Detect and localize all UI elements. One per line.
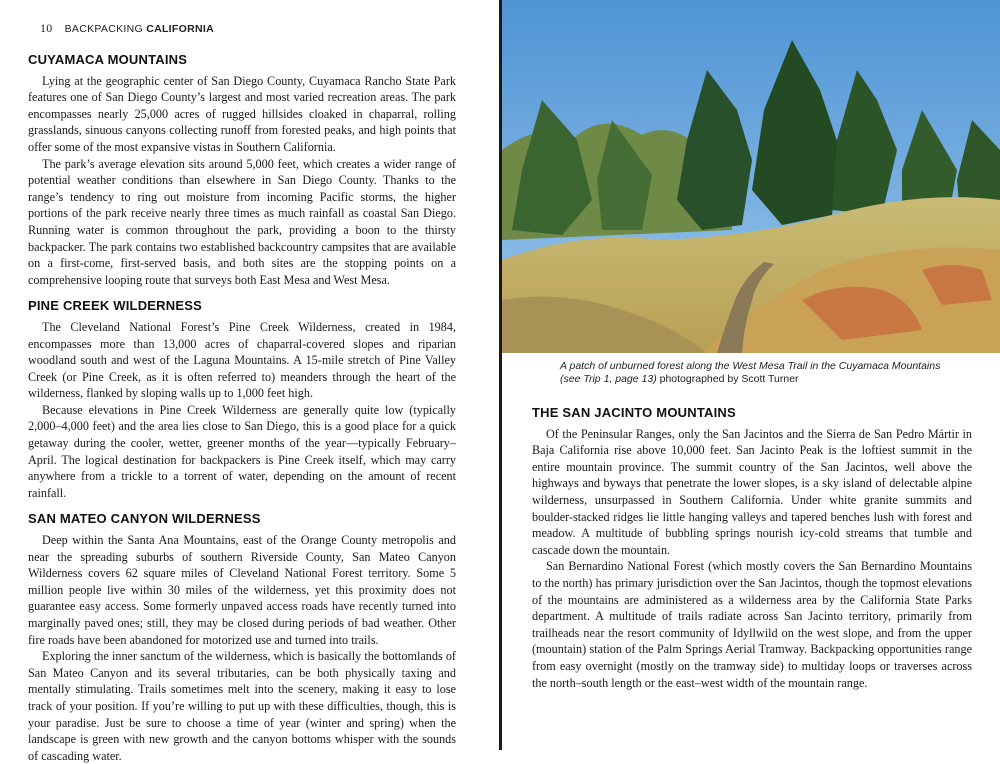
section-pine-creek <box>28 298 456 501</box>
running-head <box>40 21 214 36</box>
section-title: SAN MATEO CANYON WILDERNESS <box>28 511 261 527</box>
left-page <box>0 0 499 763</box>
paragraph: The Cleveland National Forest’s Pine Creek Wilderness, created in 1984, encompasses more than 13,000 acres of chaparral-covered slopes and riparian woodland south and west of the Laguna Mountains. A 15-mile stretch of Pine Valley Creek (or Pine Creek, as it is often referred to) meanders through the heart of the wilderness, flanked by sloping walls up to 1,000 feet high. <box>28 319 456 401</box>
book-title <box>65 23 214 35</box>
section-san-jacinto <box>532 405 972 691</box>
paragraph: San Bernardino National Forest (which mostly covers the San Bernardino Mountains to the north) has primary jurisdiction over the San Jacintos, though the topmost elevations of the mountains are administered as a wilderness area by the California State Parks department. A multitude of trails radiate across San Jacinto territory, primarily from trailheads near the resort community of Idyllwild on the west slope, and from the upper (mountain) station of the Palm Springs Aerial Tramway. Backpacking opportunities range from easy overnight (mostly on the tramway side) to multiday loops or traverses across the north–south length or the east–west width of the mountain range. <box>532 559 972 690</box>
section-title: THE SAN JACINTO MOUNTAINS <box>532 405 736 420</box>
paragraph: Lying at the geographic center of San Diego County, Cuyamaca Rancho State Park features one of San Diego County’s largest and most varied recreation areas. The park encompasses nearly 25,000 acres of rugged hillsides cloaked in chaparral, rolling grasslands, sinuous canyons collecting runoff from forested peaks, and high points that offer some of the most expansive vistas in Southern California. <box>28 73 456 154</box>
paragraph: Because elevations in Pine Creek Wilderness are generally quite low (typically 2,000–4,000 feet) and the area lies close to San Diego, this is a good place for a quick getaway during the cooler, wetter, greener months of the year—typically February–April. The logical destination for backpackers is Pine Creek itself, which may carry anywhere from a trickle to a torrent of water, depending on the amount of recent rainfall. <box>28 402 456 500</box>
paragraph: Of the Peninsular Ranges, only the San Jacintos and the Sierra de San Pedro Mártir in Baja California rise above 10,000 feet. San Jacinto Peak is the loftiest summit in the entire mountain province. The summit country of the San Jacintos, well above the highways and byways that penetrate the lower slopes, is a sky island of delectable alpine wilderness, unsurpassed in Southern California. Under white granite summits and boulder-stacked ridges lie little hanging valleys and tapered benches lush with forest and meadow. A multitude of bubbling springs nourish icy-cold streams that tumble and cascade down the mountain. <box>532 426 972 557</box>
section-cuyamaca <box>28 52 456 288</box>
caption-text: A patch of unburned forest along the West Mesa Trail in the Cuyamaca Mountains (see Trip 1, page 13) <box>560 360 941 385</box>
photo-caption <box>560 360 950 386</box>
page-number: 10 <box>40 21 53 35</box>
forest-trail-photo <box>502 0 1000 353</box>
section-title: PINE CREEK WILDERNESS <box>28 298 202 314</box>
photo-credit: photographed by Scott Turner <box>659 373 799 385</box>
right-column <box>532 405 972 691</box>
book-title-light: BACKPACKING <box>64 23 143 35</box>
paragraph: Exploring the inner sanctum of the wilderness, which is basically the bottomlands of San Mateo Canyon and its several tributaries, can be both physically taxing and mentally stimulating. Trails sometimes melt into the scenery, making it easy to lose track of your position. If you’re willing to put up with these difficulties, though, this is your paradise. Just be sure to choose a time of year (winter and spring) when the landscape is green with new growth and the canyon bottoms whisper with the sounds of cascading water. <box>28 649 456 763</box>
section-title: CUYAMACA MOUNTAINS <box>28 52 188 67</box>
right-page <box>502 0 1000 750</box>
section-san-mateo <box>28 511 456 764</box>
left-column <box>28 52 456 764</box>
paragraph: The park’s average elevation sits around 5,000 feet, which creates a wider range of potential weather conditions than elsewhere in San Diego County. Thanks to the range’s tendency to ring out moisture from incoming Pacific storms, the higher portions of the park receive nearly three times as much rainfall as coastal San Diego. Running water is common throughout the park, providing a boon to the thirsty backpacker. The park contains two established backcountry campsites that are available on a first-come, first-served basis, and both sites are the stopping points on a comprehensive looping route that surveys both East Mesa and West Mesa. <box>28 156 456 287</box>
book-title-bold: CALIFORNIA <box>146 23 214 35</box>
paragraph: Deep within the Santa Ana Mountains, east of the Orange County metropolis and near the spreading suburbs of southern Riverside County, San Mateo Canyon Wilderness covers 62 square miles of Cleveland National Forest territory. Some 5 million people live within 30 miles of the wilderness, yet this proximity does not guarantee easy access. Some formerly unpaved access roads have recently turned into marginally paved ones; still, they may be closed during periods of bad weather. Other fire roads have been abandoned for motorized use and turned into trails. <box>28 533 456 647</box>
